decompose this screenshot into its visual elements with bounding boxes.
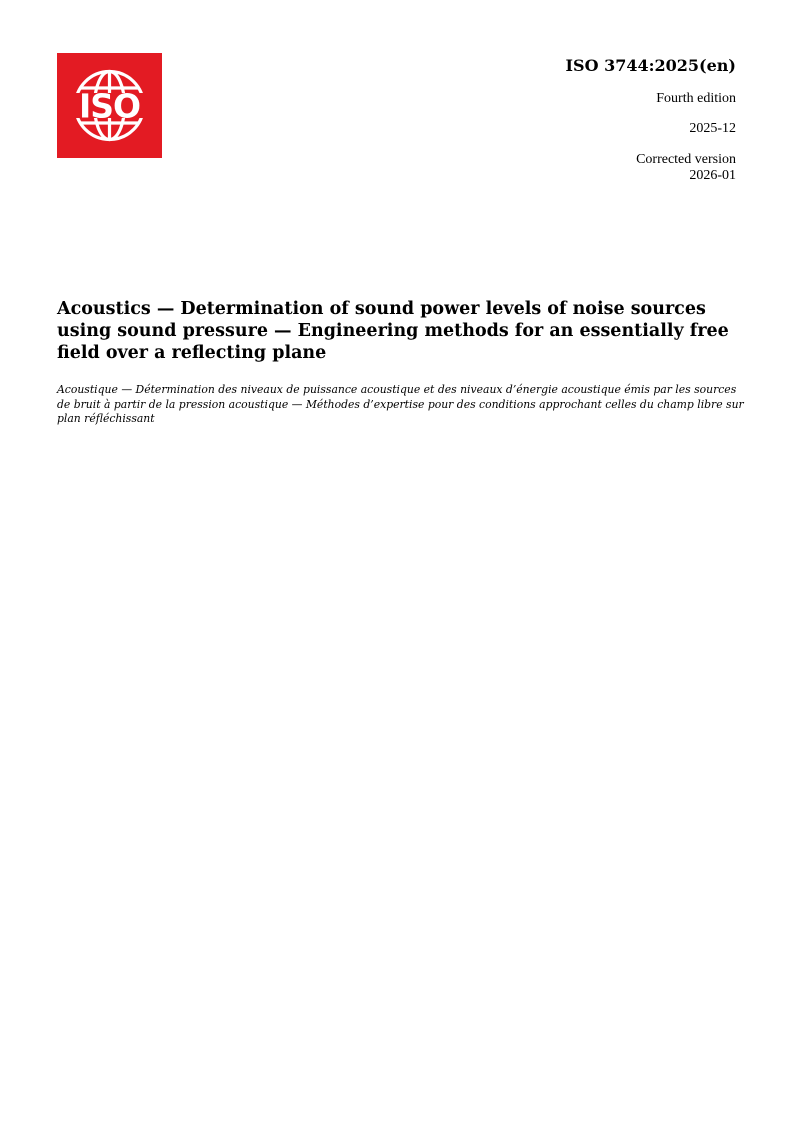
publication-date: 2025-12: [689, 121, 736, 136]
french-title: Acoustique — Détermination des niveaux de puissance acoustique et des niveaux d’énergie acoustique émis par les sources de bruit à partir de la pression acoustique — Méthodes d’expertise pour des conditions approchant celles du champ libre sur plan réfléchissant: [57, 383, 744, 425]
iso-logo: [57, 53, 162, 158]
document-metadata: [416, 56, 736, 184]
corrected-version-date: 2026-01: [689, 168, 736, 183]
document-number: ISO 3744:2025(en): [565, 56, 736, 75]
corrected-version-label: Corrected version: [636, 152, 736, 167]
iso-globe-logo-icon: [57, 53, 162, 158]
title-block: [57, 298, 747, 427]
edition-label: Fourth edition: [656, 91, 736, 106]
english-title: Acoustics — Determination of sound power levels of noise sources using sound pressure — Engineering methods for an essentially free field over a reflecting plane: [57, 299, 729, 363]
svg-text:ISO: ISO: [78, 86, 141, 126]
